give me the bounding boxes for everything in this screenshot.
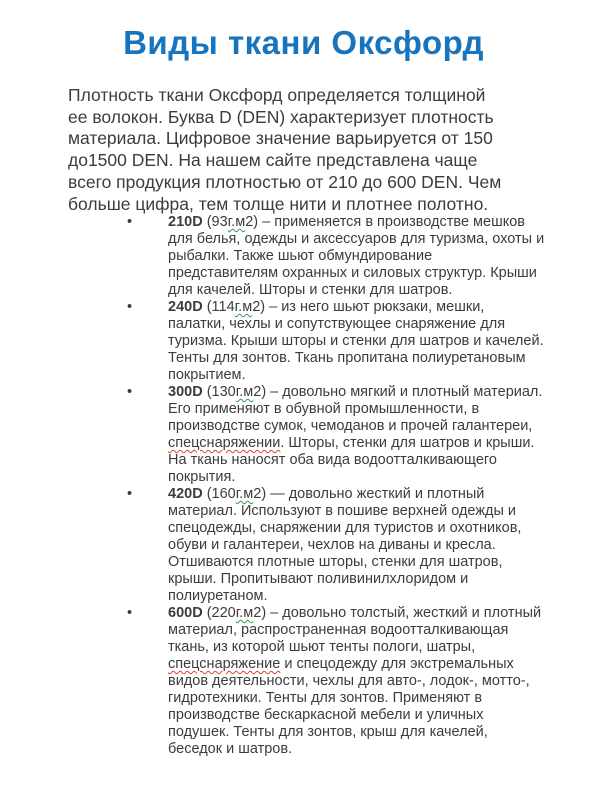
list-item-text	[168, 486, 545, 605]
misspelled-word: спецснаряжении	[168, 435, 281, 451]
bullet-marker: •	[127, 299, 133, 315]
list-item-300d	[127, 384, 545, 486]
list-item-600d	[127, 605, 545, 758]
bullet-marker: •	[127, 384, 133, 400]
bullet-marker: •	[127, 605, 133, 621]
text-segment: 2) – довольно толстый, жесткий и плотный материал, распространенная водоотталкивающая ткань, из которой шьют тенты пологи, шатры,	[168, 605, 542, 655]
bullet-marker: •	[127, 214, 133, 230]
text-segment: (130	[202, 384, 236, 400]
density-label: 420D	[168, 486, 203, 502]
text-segment: (220	[202, 605, 236, 621]
text-segment: (93	[202, 214, 228, 230]
grammar-flagged-text: г.м	[227, 214, 246, 230]
text-segment: (160	[202, 486, 236, 502]
list-item-240d	[127, 299, 545, 384]
grammar-flagged-text: г.м	[235, 605, 254, 621]
list-item-text	[168, 384, 545, 486]
text-segment: 2) – довольно мягкий и плотный материал. Его применяют в обувной промышленности, в производстве сумок, чемоданов и прочей галантереи,	[168, 384, 543, 434]
list-item-text	[168, 299, 545, 384]
density-label: 300D	[168, 384, 203, 400]
page-title: Виды ткани Оксфорд	[123, 24, 484, 61]
grammar-flagged-text: г.м	[235, 384, 254, 400]
text-segment: 2) – из него шьют рюкзаки, мешки, палатки, чехлы и сопутствующее снаряжение для туризма. Крыши шторы и стенки для шатров и качелей. Тенты для зонтов. Ткань пропитана полиуретановым покрытием.	[168, 299, 544, 383]
text-segment: и спецодежду для экстремальных видов деятельности, чехлы для авто-, лодок-, мотто-, гидротехники. Тенты для зонтов. Применяют в производстве бескаркасной мебели и уличных подушек. Тенты для зонтов, крыш для качелей, беседок и шатров.	[168, 656, 530, 757]
list-item-210d	[127, 214, 545, 299]
text-segment: 2) – применяется в производстве мешков для белья, одежды и аксессуаров для туризма, охоты и рыбалки. Также шьют обмундирование представителям охранных и силовых структур. Крыши для качелей. Шторы и стенки для шатров.	[168, 214, 545, 298]
text-segment: . Шторы, стенки для шатров и крыши. На ткань наносят оба вида водоотталкивающего покрытия.	[168, 435, 535, 485]
text-segment: (114	[202, 299, 235, 315]
density-label: 210D	[168, 214, 203, 230]
density-label: 600D	[168, 605, 203, 621]
misspelled-word: спецснаряжение	[168, 656, 281, 672]
grammar-flagged-text: г.м	[235, 486, 254, 502]
grammar-flagged-text: г.м	[234, 299, 253, 315]
list-item-text	[168, 214, 545, 299]
list-item-text	[168, 605, 545, 758]
list-item-420d	[127, 486, 545, 605]
text-segment: 2) — довольно жесткий и плотный материал. Используют в пошиве верхней одежды и спецодежды, снаряжении для туристов и охотников, обуви и галантереи, чехлов на диваны и кресла. Отшиваются плотные шторы, стенки для шатров, крыши. Пропитывают поливинилхлоридом и полиуретаном.	[168, 486, 522, 604]
bullet-marker: •	[127, 486, 133, 502]
density-label: 240D	[168, 299, 203, 315]
fabric-density-list	[127, 214, 545, 758]
intro-paragraph: Плотность ткани Оксфорд определяется толщиной ее волокон. Буква D (DEN) характеризует плотность материала. Цифровое значение варьируется от 150 до1500 DEN. На нашем сайте представлена чаще всего продукция плотностью от 210 до 600 DEN. Чем больше цифра, тем толще нити и плотнее полотно.	[68, 85, 502, 214]
